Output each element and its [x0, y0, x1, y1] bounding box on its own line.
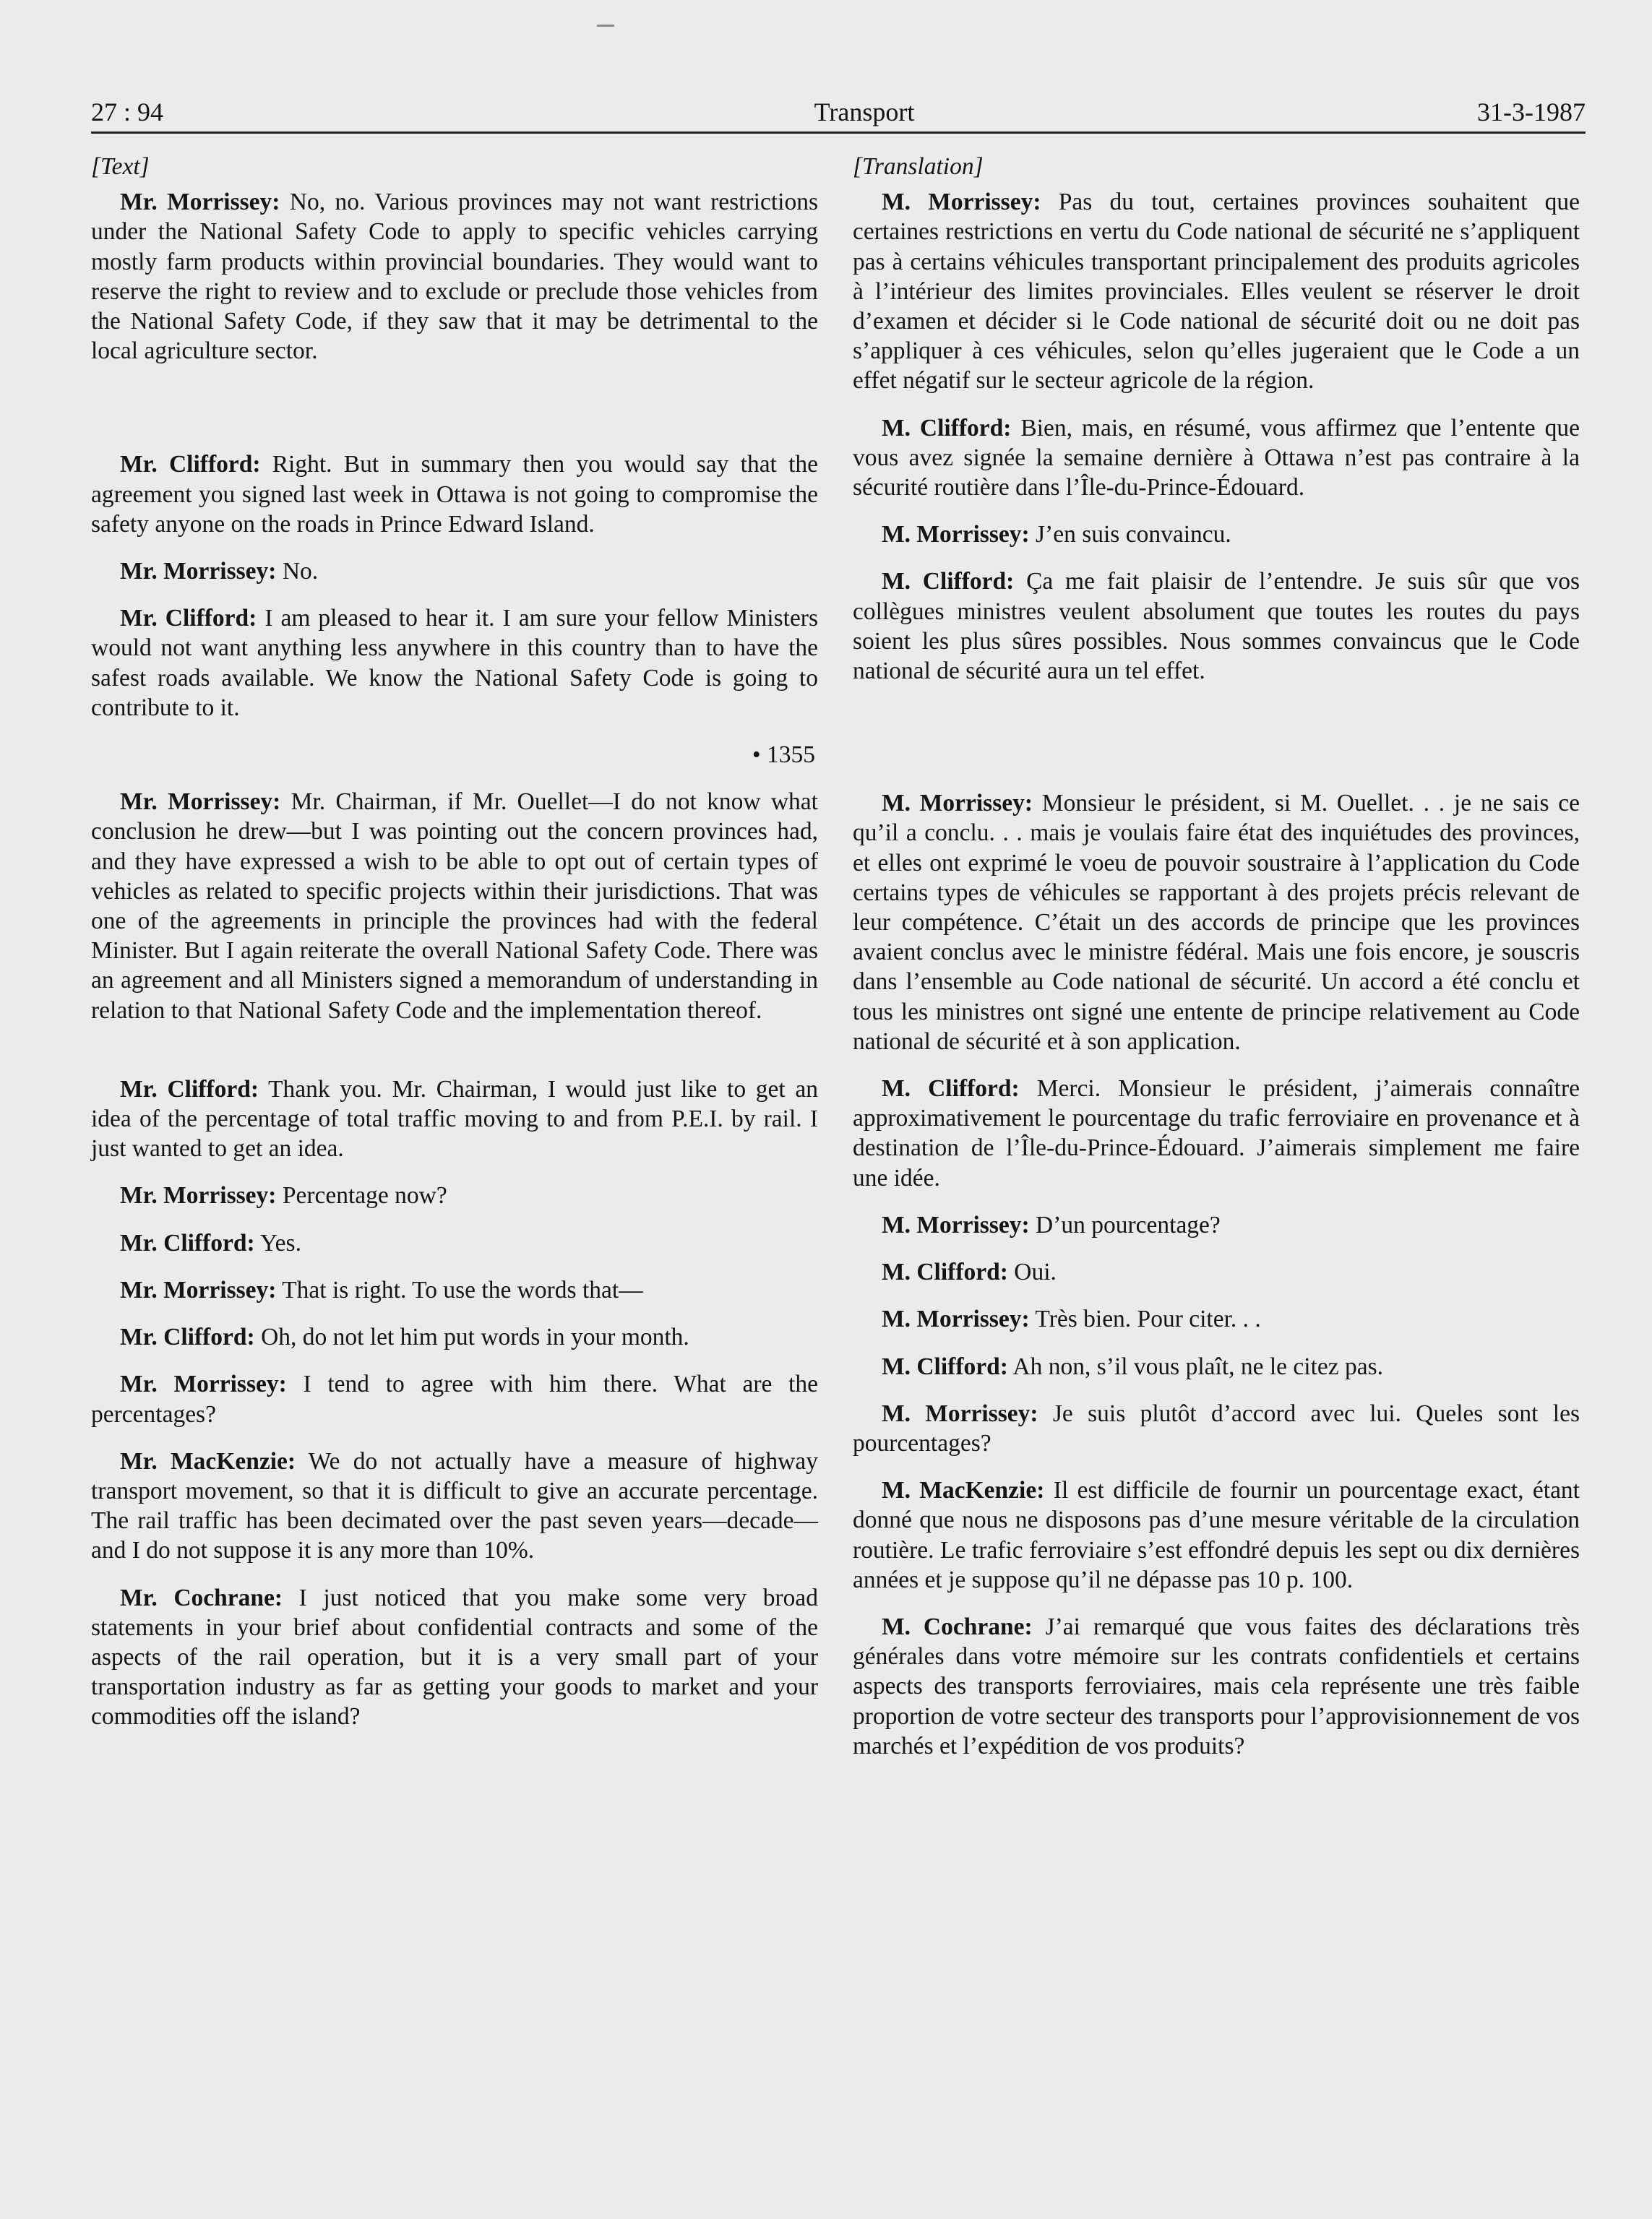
speech-text: Pas du tout, certaines provinces souhaitent que certaines restrictions en vertu du Code national de sécurité ne s’appliquent pas à certains véhicules transportant principalement des produits agricoles à l’intérieur des limites provinciales. Elles veulent se réserver le droit d’examen et décider si le Code national de sécurité doit ou ne doit pas s’appliquer à ces véhicules, selon qu’elles jugeraient que le Code a un effet négatif sur le secteur agricole de la région.: [853, 189, 1580, 395]
transcript-paragraph: [853, 1612, 1580, 1761]
transcript-paragraph: [853, 1210, 1580, 1240]
speaker-name: M. Clifford:: [882, 414, 1012, 441]
transcript-paragraph: [853, 520, 1580, 549]
transcript-paragraph: [853, 1352, 1580, 1382]
speech-text: Oui.: [1007, 1259, 1057, 1286]
transcript-paragraph: [853, 1257, 1580, 1287]
speaker-name: Mr. Cochrane:: [120, 1584, 283, 1611]
speech-text: Merci. Monsieur le président, j’aimerais connaître approximativement le pourcentage du trafic ferroviaire en provenance et à destination de l’Île-du-Prince-Édouard. J’aimerais simplement me faire une idée.: [853, 1075, 1580, 1192]
transcript-paragraph: [853, 1304, 1580, 1334]
english-column: [91, 152, 818, 1749]
speech-text: No, no. Various provinces may not want restrictions under the National Safety Code to apply to specific vehicles carrying mostly farm products within provincial boundaries. They would want to reserve the right to review and to exclude or preclude those vehicles from the National Safety Code, if they saw that it may be detrimental to the local agriculture sector.: [91, 189, 818, 365]
french-column: [853, 152, 1580, 1778]
header-rule: [91, 132, 1586, 134]
speech-text: Il est difficile de fournir un pourcentage exact, étant donné que nous ne disposons pas d’une mesure véritable de la circulation routière. Le trafic ferroviaire s’est effondré depuis les sept ou dix dernières années et je suppose qu’il ne dépasse pas 10 p. 100.: [853, 1477, 1580, 1593]
transcript-paragraph: [91, 787, 818, 1025]
page-number: 27 : 94: [91, 98, 164, 126]
transcript-paragraph: [91, 1369, 818, 1429]
speaker-name: Mr. Clifford:: [120, 1229, 255, 1257]
transcript-paragraph: [91, 1228, 818, 1258]
speech-text: Je suis plutôt d’accord avec lui. Queles sont les pourcentages?: [853, 1400, 1580, 1457]
speaker-name: M. Morrissey:: [882, 189, 1041, 216]
speaker-name: Mr. Morrissey:: [120, 1371, 287, 1398]
speaker-name: Mr. Morrissey:: [120, 1182, 277, 1210]
page-title: Transport: [814, 98, 915, 126]
speaker-name: Mr. MacKenzie:: [120, 1447, 296, 1475]
speech-text: Très bien. Pour citer. . .: [1029, 1306, 1261, 1333]
transcript-paragraph: [91, 1447, 818, 1566]
speech-text: Right. But in summary then you would say that the agreement you signed last week in Ottawa is not going to compromise the safety anyone on the roads in Prince Edward Island.: [91, 451, 818, 538]
transcript-paragraph: [853, 187, 1580, 395]
speech-text: I am pleased to hear it. I am sure your fellow Ministers would not want anything less anywhere in this country than to have the safest roads available. We know the National Safety Code is going to contribute to it.: [91, 605, 819, 721]
speaker-name: Mr. Clifford:: [120, 605, 257, 632]
speaker-name: M. Morrissey:: [882, 790, 1033, 817]
speaker-name: Mr. Morrissey:: [120, 189, 280, 216]
speaker-name: M. Morrissey:: [882, 1400, 1038, 1427]
speech-text: J’en suis convaincu.: [1029, 521, 1231, 548]
transcript-paragraph: [91, 1322, 818, 1352]
speech-text: I tend to agree with him there. What are the percentages?: [91, 1371, 818, 1428]
speech-text: Bien, mais, en résumé, vous affirmez que l’entente que vous avez signée la semaine dernière à Ottawa n’est pas contraire à la sécurité routière dans l’Île-du-Prince-Édouard.: [853, 414, 1580, 501]
language-label: [Text]: [91, 153, 150, 180]
speech-text: Yes.: [254, 1229, 301, 1257]
speech-text: Thank you. Mr. Chairman, I would just like to get an idea of the percentage of total traffic moving to and from P.E.I. by rail. I just wanted to get an idea.: [91, 1075, 818, 1163]
speaker-name: M. Morrissey:: [882, 1211, 1030, 1238]
speech-text: I just noticed that you make some very broad statements in your brief about confidential contracts and some of the aspects of the rail operation, but it is a very small part of your transportation industry as far as getting your goods to market and your commodities off the island?: [91, 1584, 818, 1731]
transcript-paragraph: [91, 1275, 818, 1305]
transcript-paragraph: [91, 1583, 818, 1732]
speech-text: Percentage now?: [276, 1182, 447, 1210]
speaker-name: M. Morrissey:: [882, 521, 1030, 548]
transcript-paragraph: [853, 566, 1580, 686]
transcript-paragraph: [91, 603, 818, 723]
speaker-name: M. MacKenzie:: [882, 1477, 1045, 1504]
transcript-paragraph: [91, 187, 818, 366]
transcript-paragraph: [853, 1399, 1580, 1458]
scan-mark: [597, 25, 614, 27]
transcript-paragraph: [91, 556, 818, 586]
speech-text: J’ai remarqué que vous faites des déclarations très générales dans votre mémoire sur les contrats confidentiels et certains aspects des transports ferroviaires, mais cela représente une très faible proportion de votre secteur des transports pour l’approvisionnement de vos marchés et l’expédition de vos produits?: [853, 1613, 1580, 1759]
speaker-name: M. Cochrane:: [882, 1613, 1033, 1640]
speech-text: No.: [276, 558, 319, 585]
transcript-paragraph: [853, 1475, 1580, 1595]
speaker-name: Mr. Morrissey:: [120, 1276, 277, 1304]
speech-text: Oh, do not let him put words in your month.: [254, 1324, 689, 1351]
transcript-paragraph: [91, 1181, 818, 1210]
spacer: [91, 1043, 818, 1074]
page-date: 31-3-1987: [1477, 98, 1586, 126]
transcript-paragraph: [853, 1074, 1580, 1193]
speaker-name: Mr. Clifford:: [120, 1075, 259, 1103]
transcript-paragraph: [91, 1074, 818, 1164]
speaker-name: Mr. Clifford:: [120, 451, 261, 478]
speaker-name: M. Morrissey:: [882, 1306, 1030, 1333]
spacer: [91, 383, 818, 449]
transcript-paragraph: [853, 413, 1580, 503]
speaker-name: M. Clifford:: [882, 1353, 1008, 1380]
spacer: [853, 703, 1580, 788]
transcript-paragraph: [853, 788, 1580, 1056]
speech-text: Monsieur le président, si M. Ouellet. . . je ne sais ce qu’il a conclu. . . mais je voulais faire état des inquiétudes des provinces, et elles ont exprimé le voeu de pouvoir soustraire à l’application du Code certains types de véhicules se rapportant à des projets précis relevant de leur compétence. C’était un des accords de principe que les provinces avaient conclus avec le ministre fédéral. Mais une fois encore, je souscris dans l’ensemble au Code national de sécurité. Un accord a été conclu et tous les ministres ont signé une entente de principe relativement au Code national de sécurité et à son application.: [853, 790, 1580, 1055]
page-header: [91, 92, 1586, 133]
speech-text: Ça me fait plaisir de l’entendre. Je suis sûr que vos collègues ministres veulent absolument que toutes les routes du pays soient les plus sûres possibles. Nous sommes convaincus que le Code national de sécurité aura un tel effet.: [853, 568, 1580, 685]
speaker-name: M. Clifford:: [882, 568, 1015, 595]
speaker-name: M. Clifford:: [882, 1075, 1020, 1103]
speech-text: D’un pourcentage?: [1029, 1211, 1221, 1238]
speech-text: That is right. To use the words that—: [276, 1276, 643, 1304]
speaker-name: Mr. Morrissey:: [120, 558, 277, 585]
time-stamp: • 1355: [752, 741, 815, 769]
speaker-name: Mr. Clifford:: [120, 1324, 255, 1351]
speech-text: Mr. Chairman, if Mr. Ouellet—I do not know what conclusion he drew—but I was pointing out the concern provinces had, and they have expressed a wish to be able to opt out of certain types of vehicles as related to specific projects within their jurisdictions. That was one of the agreements in principle the provinces had with the federal Minister. But I again reiterate the overall National Safety Code. There was an agreement and all Ministers signed a memorandum of understanding in relation to that National Safety Code and the implementation thereof.: [91, 788, 818, 1024]
speaker-name: M. Clifford:: [882, 1259, 1008, 1286]
speech-text: We do not actually have a measure of highway transport movement, so that it is difficult to give an accurate percentage. The rail traffic has been decimated over the past seven years—decade—and I do not suppose it is any more than 10%.: [91, 1447, 818, 1564]
language-label: [Translation]: [853, 153, 984, 180]
speech-text: Ah non, s’il vous plaît, ne le citez pas.: [1007, 1353, 1384, 1380]
speaker-name: Mr. Morrissey:: [120, 788, 281, 816]
transcript-paragraph: [91, 449, 818, 539]
